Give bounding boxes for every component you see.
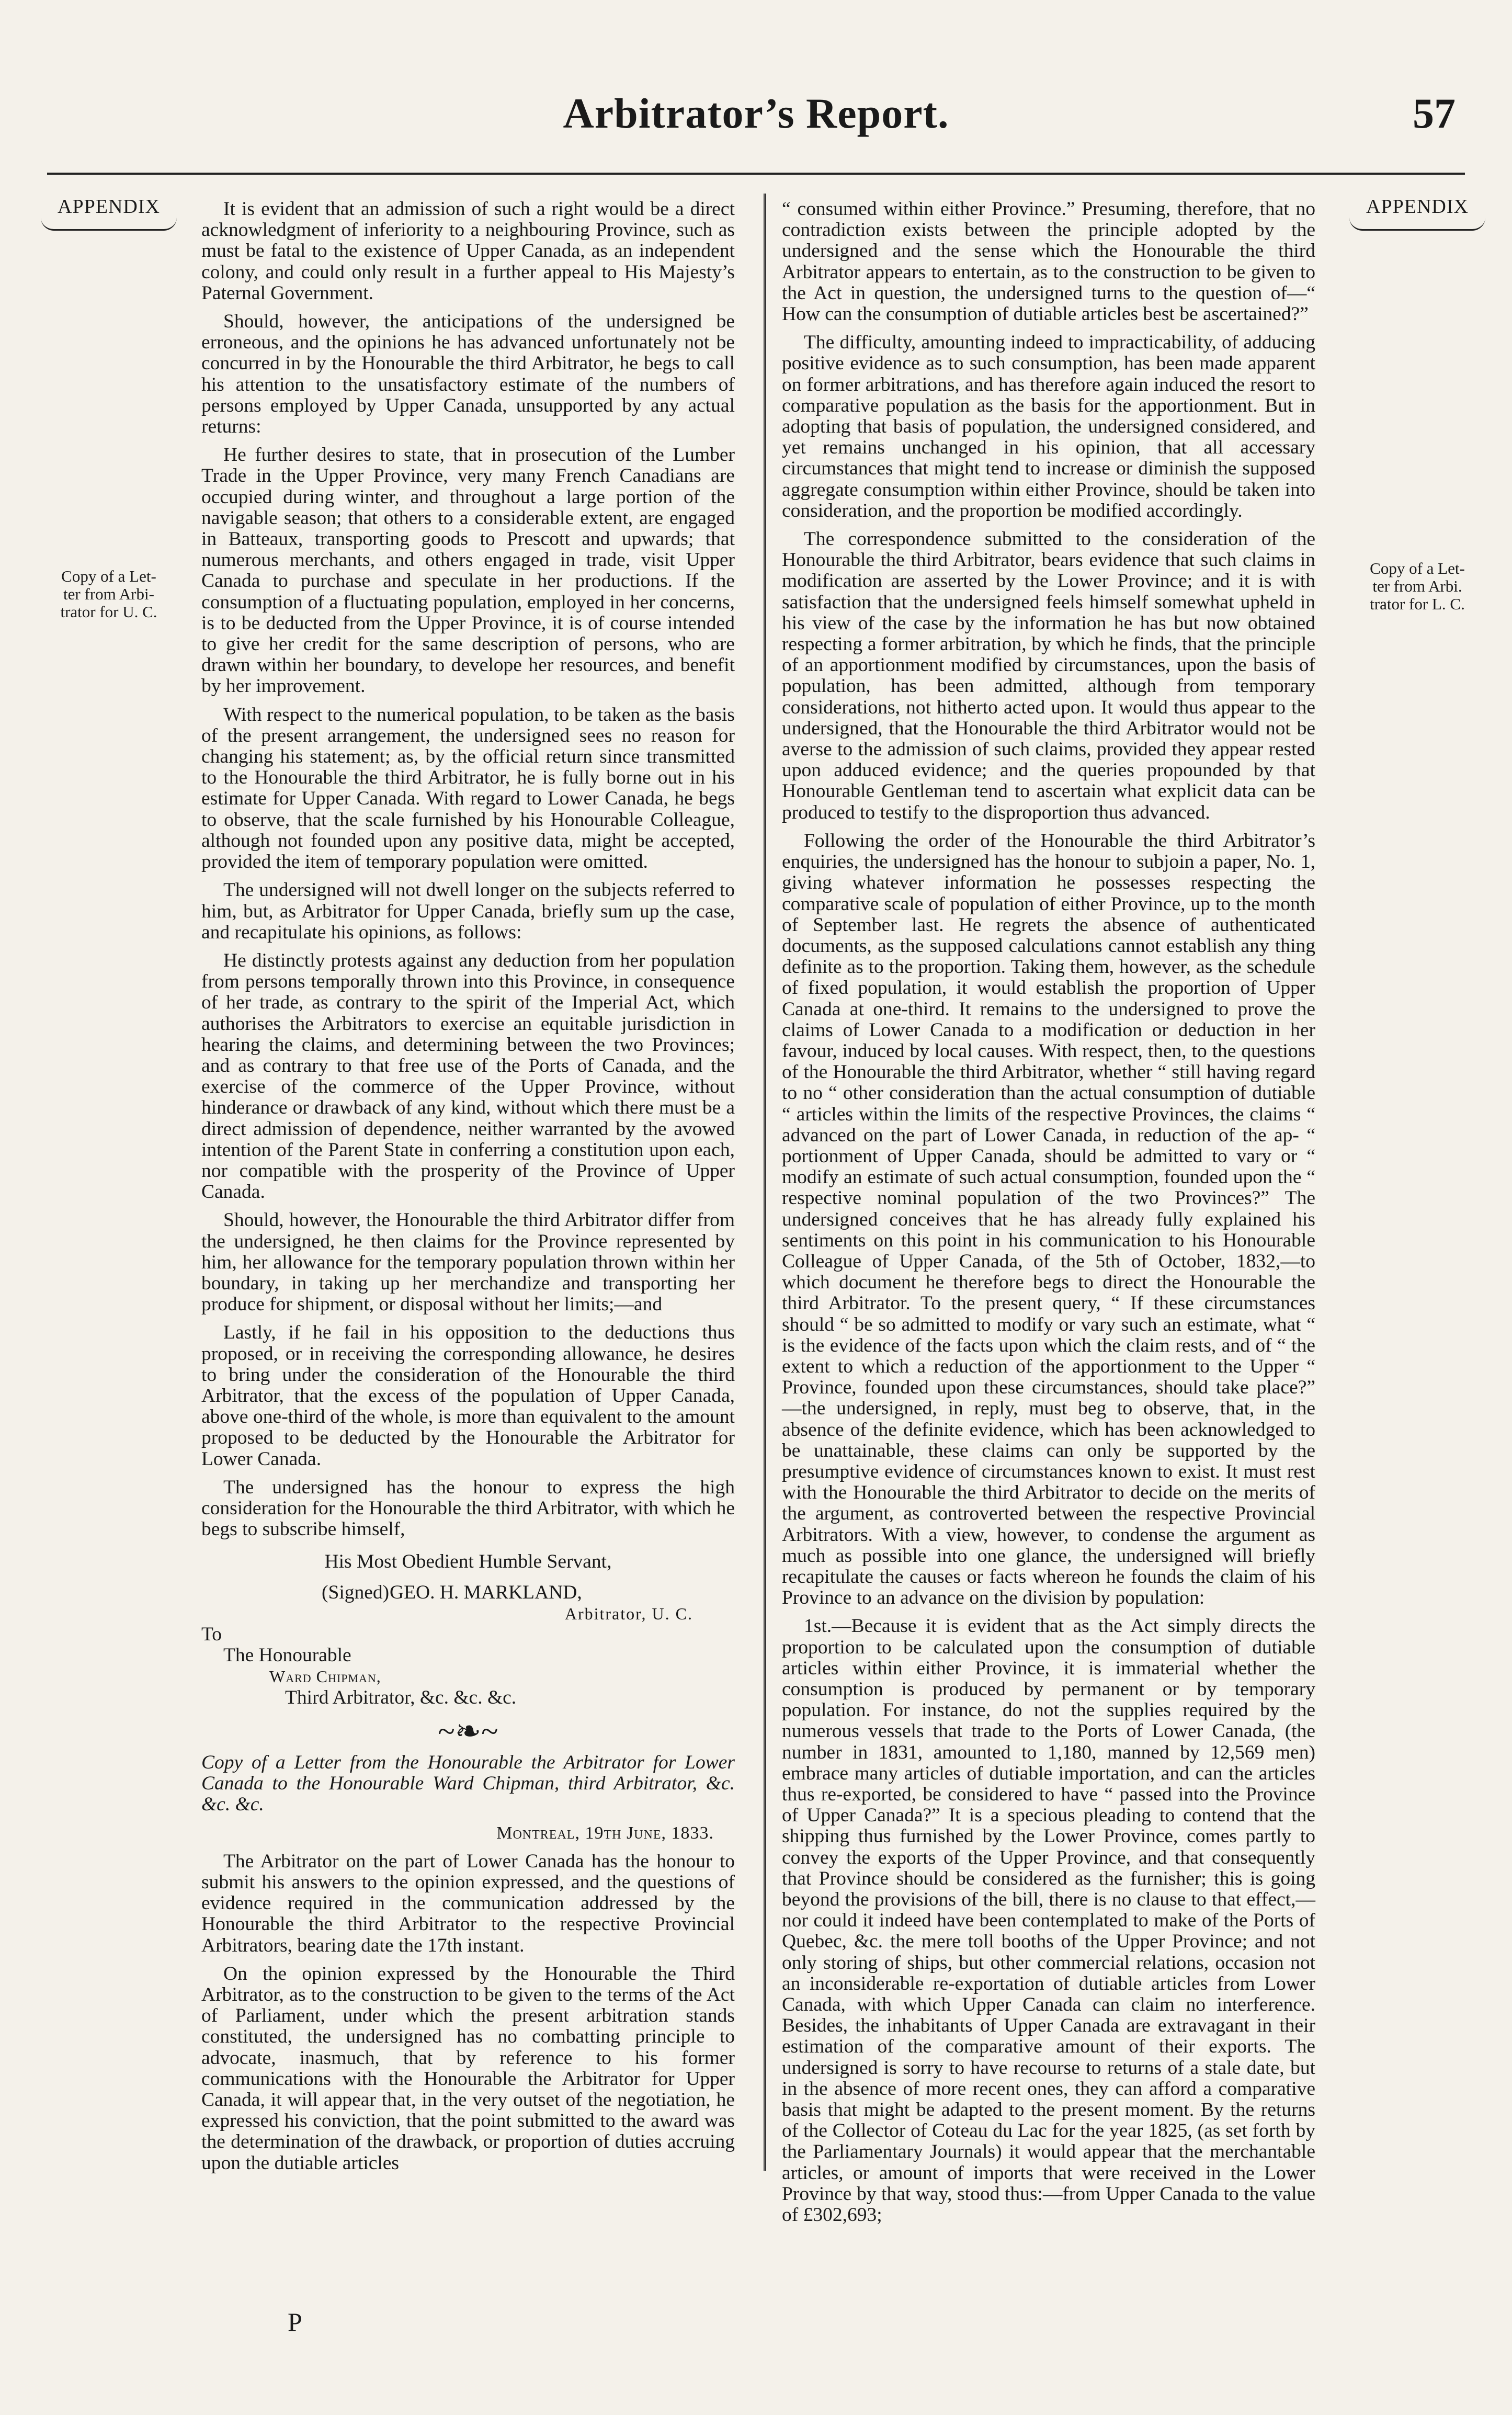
paragraph: He further desires to state, that in prosecution of the Lumber Trade in the Upper Province, very many French Canadians are occupied during winter, and throughout a large portion of the navigable season; that others to a considerable extent, are engaged in Batteaux, transporting goods to Prescott and upwards; that numerous merchants, and others engaged in trade, visit Upper Canada to purchase and speculate in her productions. If the consumption of a fluctuating population, employed in her concerns, is to be deducted from the Upper Province, it is of course intended to give her credit for the same description of persons, who are drawn within her boundary, to develope her resources, and benefit by her improvement.	[201, 444, 735, 697]
addressee-line-1: The Honourable	[223, 1645, 351, 1666]
letter-heading: Copy of a Letter from the Honourable the Arbitrator for Lower Canada to the Honourable Ward Chipman, third Arbitrator, &c. &c. &c.	[201, 1752, 735, 1816]
brace-ornament	[1349, 218, 1485, 231]
to-label: To	[201, 1624, 222, 1645]
paragraph: With respect to the numerical population, to be taken as the basis of the present arrangement, the undersigned sees no reason for changing his statement; as, by the official return since transmitted to the Honourable the third Arbitrator, he is fully borne out in his estimate for Upper Canada. With regard to Lower Canada, he begs to observe, that the scale furnished by his Honourable Colleague, although not founded upon any positive data, might be accepted, provided the item of temporary population were omitted.	[201, 704, 735, 873]
signed-label: (Signed)	[322, 1581, 390, 1603]
paragraph: Should, however, the anticipations of the undersigned be erroneous, and the opinions he has advanced unfortunately not be concurred in by the Honourable the third Arbitrator, he begs to call his attention to the unsatisfactory estimate of the numbers of persons employed by Upper Canada, unsupported by any actual returns:	[201, 311, 735, 438]
page-header	[0, 89, 1512, 152]
signatory-name: GEO. H. MARKLAND,	[390, 1581, 582, 1603]
paragraph: “ consumed within either Province.” Presuming, therefore, that no contradiction exists between the principle adopted by the undersigned and the sense which the Honourable the third Arbitrator appears to entertain, as to the construction to be given to the Act in question, the undersigned turns to the question of—“ How can the consumption of dutiable articles best be ascertained?”	[782, 198, 1315, 325]
appendix-label-left: APPENDIX	[30, 198, 187, 231]
paragraph: The correspondence submitted to the consideration of the Honourable the third Arbitrator, bears evidence that such claims in modification are asserted by the Lower Province; and it is with satisfaction that the undersigned feels himself somewhat upheld in his view of the case by the information he has but now obtained respecting a former arbitration, by which he finds, that the principle of an apportionment modified by circumstances, upon the basis of population, has been admitted, although from temporary considerations, not hitherto acted upon. It would thus appear to the undersigned, that the Honourable the third Arbitrator would not be averse to the admission of such claims, provided they appear rested upon adduced evidence; and the queries propounded by that Honourable Gentleman tend to ascertain what explicit data can be produced to testify to the disproportion thus advanced.	[782, 528, 1315, 823]
brace-ornament	[41, 218, 177, 231]
paragraph: The difficulty, amounting indeed to impracticability, of adducing positive evidence as to such consumption, has been made apparent on former arbitrations, and has therefore again induced the resort to comparative population as the basis for the apportionment. But in adopting that basis of population, the undersigned considered, and yet remains unchanged in his opinion, that all accessary circumstances that might tend to increase or diminish the supposed aggregate consumption within either Province, should be taken into consideration, and the proportion be modified accordingly.	[782, 332, 1315, 521]
page-number: 57	[1413, 89, 1456, 137]
signature-block	[201, 1551, 735, 1708]
paragraph: The undersigned will not dwell longer on the subjects referred to him, but, as Arbitrator for Upper Canada, briefly sum up the case, and recapitulate his opinions, as follows:	[201, 879, 735, 943]
margin-note-right: Copy of a Let- ter from Arbi. trator for L. C.	[1370, 559, 1465, 613]
paragraph: On the opinion expressed by the Honourable the Third Arbitrator, as to the construction to be given to the terms of the Act of Parliament, under which the present arbitration stands constituted, the undersigned has no combatting principle to advocate, inasmuch, that by reference to his former communications with the Honourable the Arbitrator for Upper Canada, it will appear that, in the very outset of the negotiation, he expressed his conviction, that the point submitted to the award was the determination of the drawback, or proportion of duties accruing upon the dutiable articles	[201, 1963, 735, 2174]
column-divider	[764, 194, 766, 2171]
paragraph: The Arbitrator on the part of Lower Canada has the honour to submit his answers to the opinion expressed, and the questions of evidence required in the communication addressed by the Honourable the third Arbitrator to the respective Provincial Arbitrators, bearing date the 17th instant.	[201, 1850, 735, 1956]
section-ornament: ~❧~	[438, 1714, 498, 1749]
right-column	[782, 199, 1315, 2233]
closing-line: His Most Obedient Humble Servant,	[324, 1551, 612, 1573]
paragraph: The undersigned has the honour to express the high consideration for the Honourable the third Arbitrator, with which he begs to subscribe himself,	[201, 1476, 735, 1540]
signatory-title: Arbitrator, U. C.	[564, 1604, 693, 1623]
paragraph: It is evident that an admission of such a right would be a direct acknowledgment of inferiority to a neighbouring Province, such as must be fatal to the existence of Upper Canada, as an independent colony, and could only result in a further appeal to His Majesty’s Paternal Government.	[201, 198, 735, 304]
addressee-line-3: Third Arbitrator, &c. &c. &c.	[285, 1686, 517, 1708]
signature-mark: P	[288, 2307, 302, 2337]
paragraph: Following the order of the Honourable the third Arbitrator’s enquiries, the undersigned has the honour to subjoin a paper, No. 1, giving whatever information he possesses respecting the comparative scale of population of either Province, up to the month of September last. He regrets the absence of authenticated documents, as the supposed calculations cannot establish any thing definite as to the proportion. Taking them, however, as the schedule of fixed population, it would establish the proportion of Upper Canada at one-third. It remains to the undersigned to prove the claims of Lower Canada to a modification or deduction in her favour, induced by local causes. With respect, then, to the questions of the Honourable the third Arbitrator, whether “ still having regard to no “ other consideration than the actual consumption of dutiable “ articles within the limits of the respective Provinces, the claims “ advanced on the part of Lower Canada, in reduction of the ap- “ portionment of Upper Canada, should be admitted to vary or “ modify an estimate of such actual consumption, founded upon the “ respective nominal population of the two Provinces?” The undersigned conceives that he has already fully explained his sentiments on this point in his communication to his Honourable Colleague of Upper Canada, of the 5th of October, 1832,—to which document he therefore begs to direct the Honourable the third Arbitrator. To the present query, “ If these circumstances should “ be so admitted to modify or vary such an estimate, what “ is the evidence of the facts upon which the claim rests, and of “ the extent to which a reduction of the apportionment to the Upper “ Province, founded upon these circumstances, should take place?” —the undersigned, in reply, must beg to observe, that, in the absence of the definite evidence, which has been acknowledged to be unattainable, these claims can only be supported by the presumptive evidence of circumstances known to exist. It must rest with the Honourable the third Arbitrator to decide on the merits of the argument, as controverted between the respective Provincial Arbitrators. With a view, however, to condense the argument as much as possible into one glance, the undersigned will briefly recapitulate the causes or facts whereon he founds the claim of his Province to an advance on the division by population:	[782, 830, 1315, 1609]
signed-line	[201, 1582, 735, 1603]
appendix-label-right: APPENDIX	[1339, 198, 1496, 231]
addressee-line-2: Ward Chipman,	[269, 1667, 381, 1686]
left-column	[201, 199, 735, 2181]
page-title: Arbitrator’s Report.	[563, 89, 949, 137]
header-rule	[47, 173, 1465, 175]
paragraph: Lastly, if he fail in his opposition to the deductions thus proposed, or in receiving the corresponding allowance, he desires to bring under the consideration of the Honourable the third Arbitrator, that the excess of the population of Upper Canada, above one-third of the whole, is more than equivalent to the amount proposed to be deducted by the Honourable the Arbitrator for Lower Canada.	[201, 1322, 735, 1470]
margin-note-left: Copy of a Let- ter from Arbi- trator for U. C.	[60, 567, 157, 621]
paragraph: Should, however, the Honourable the third Arbitrator differ from the undersigned, he then claims for the Province represented by him, her allowance for the temporary population thrown within her boundary, in taking up her merchandize and transporting her produce for shipment, or disposal without her limits;—and	[201, 1209, 735, 1316]
paragraph: He distinctly protests against any deduction from her population from persons temporally thrown into this Province, in consequence of her trade, as contrary to the spirit of the Imperial Act, which authorises the Arbitrators to exercise an equitable jurisdiction in hearing the claims, and determining between the two Provinces; and as contrary to that free use of the Ports of Canada, and the exercise of the commerce of the Upper Province, without hinderance or drawback of any kind, without which there must be a direct admission of dependence, neither warranted by the avowed intention of the Parent State in conferring a constitution upon each, nor compatible with the prosperity of the Province of Upper Canada.	[201, 949, 735, 1203]
dateline: Montreal, 19th June, 1833.	[496, 1823, 714, 1843]
paragraph: 1st.—Because it is evident that as the Act simply directs the proportion to be calculated upon the consumption of dutiable articles within either Province, it is immaterial whether the consumption is produced by permanent or by temporary population. For instance, do not the supplies required by the numerous vessels that trade to the Ports of Lower Canada, (the number in 1831, amounted to 1,180, manned by 12,569 men) embrace many articles of dutiable importation, and can the articles thus re-exported, be considered to have “ passed into the Province of Upper Canada?” It is a specious pleading to contend that the shipping thus furnished by the Lower Province, comes partly to convey the exports of the Upper Province, and that consequently that Province should be considered as the furnisher; this is going beyond the provisions of the bill, there is no clause to that effect,—nor could it indeed have been contemplated to make of the Ports of Quebec, &c. the mere toll booths of the Upper Province; and not only storing of ships, but other commercial relations, occasion not an inconsiderable re-exportation of dutiable articles from Lower Canada, with which Upper Canada can claim no interference. Besides, the inhabitants of Upper Canada are extravagant in their estimation of the comparative amount of their exports. The undersigned is sorry to have recourse to returns of a stale date, but in the absence of more recent ones, they can afford a comparative basis that might be adapted to the present moment. By the returns of the Collector of Coteau du Lac for the year 1825, (as set forth by the Parliamentary Journals) it would appear that the merchantable articles, or amount of imports that were received in the Lower Province by that way, stood thus:—from Upper Canada to the value of £302,693;	[782, 1615, 1315, 2226]
